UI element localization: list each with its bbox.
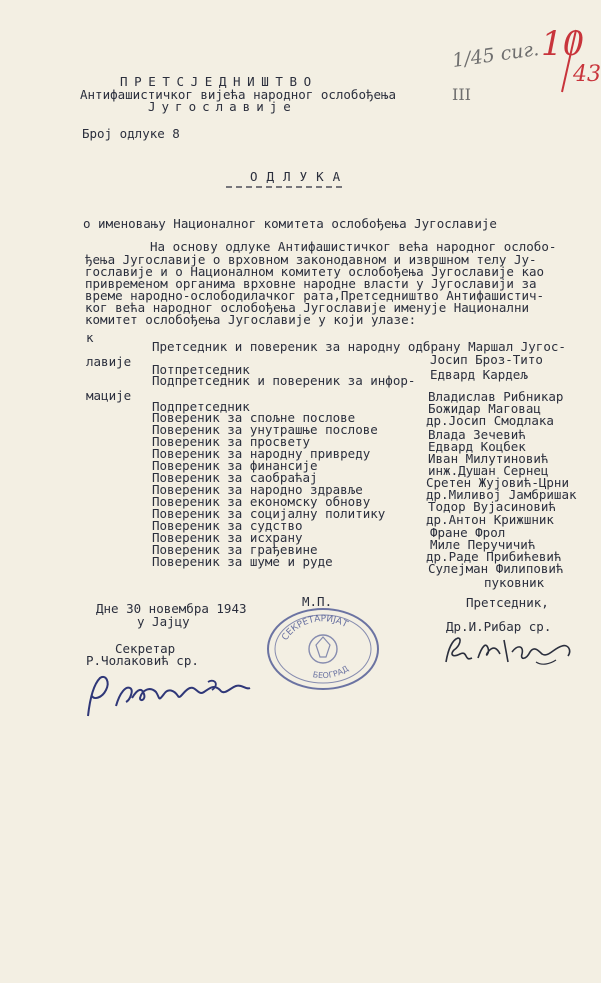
archive-number-bottom: 43 (573, 62, 601, 87)
body-line: ђења Југославије о врховном законодавном и извршном телу Ју- (85, 252, 537, 267)
member-role: Повереник за грађевине (152, 542, 318, 557)
body-line: гославије и о Националном комитету ослобођења Југославије као (85, 264, 545, 279)
member-role: Повереник за народно здравље (152, 482, 363, 497)
footer-place: у Јајцу (137, 614, 190, 629)
member-name: др.Јосип Смодлака (426, 413, 554, 428)
body-line: ког већа народног ослобођења Југославије именује Национални (85, 300, 530, 315)
member-name: др.Миливој Јамбришак (426, 487, 577, 502)
member-name: Иван Милутиновић (428, 451, 549, 466)
header-line3: Југославије (148, 99, 297, 114)
member-name: Влада Зечевић (428, 427, 526, 442)
member-role: Повереник за унутрашње послове (152, 422, 378, 437)
president-name: Јосип Броз-Тито (430, 352, 543, 367)
member-role: Повереник за народну привреду (152, 446, 371, 461)
margin-mark: к (86, 330, 94, 345)
member-name: Сретен Жујовић-Црни (426, 475, 569, 490)
president-signature-name: Др.И.Рибар ср. (446, 619, 552, 634)
archive-note: 1/45 сиг. (450, 38, 541, 72)
member-rank: пуковник (484, 575, 545, 590)
president-title: Претседник, (466, 595, 549, 610)
member-name: Фране Фрол (430, 525, 506, 540)
vp-name: Едвард Кардељ (430, 367, 528, 382)
vp2-name: Владислав Рибникар (428, 389, 564, 404)
archive-number-top: 10 (541, 24, 585, 64)
title-underline (226, 184, 346, 190)
member-name: Тодор Вујасиновић (428, 499, 556, 514)
member-role: Повереник за судство (152, 518, 303, 533)
member-role: Повереник за спољне послове (152, 410, 356, 425)
official-seal (264, 605, 382, 691)
header-line2: Антифашистичког вијећа народног ослобођења (80, 87, 397, 102)
member-name: инж.Душан Сернец (428, 463, 549, 478)
member-role: Повереник за просвету (152, 434, 311, 449)
header-line1: ПРЕТСЈЕДНИШТВО (120, 74, 318, 89)
stamp-mp: М.П. (302, 594, 333, 609)
decision-number: Број одлуке 8 (82, 126, 180, 141)
body-line: комитет ослобођења Југославије у који улазе: (85, 312, 417, 327)
page-title: ОДЛУКА (250, 169, 350, 184)
decision-subject: о именовању Националног комитета ослобођења Југославије (83, 216, 497, 231)
seal-top-text: СЕКРЕТАРИЈАТ (280, 614, 350, 643)
president-role-cont: лавије (86, 354, 132, 369)
member-role: Повереник за социјалну политику (152, 506, 386, 521)
member-role: Подпретседник (152, 399, 250, 414)
member-role: Повереник за саобраћај (152, 470, 318, 485)
roman-numeral-note: III (452, 85, 471, 104)
member-role: Повереник за финансије (152, 458, 318, 473)
footer-date: Дне 30 новембра 1943 (96, 601, 247, 616)
member-role: Повереник за шуме и руде (152, 554, 333, 569)
secretary-name: Р.Чолаковић ср. (86, 653, 199, 668)
member-role: Повереник за економску обнову (152, 494, 371, 509)
body-line: привременом органима врховне народне власти у Југославији за (85, 276, 537, 291)
member-name: др.Раде Прибићевић (426, 549, 562, 564)
secretary-signature (80, 668, 255, 724)
body-line: На основу одлуке Антифашистичког већа народног ослобо- (150, 239, 557, 254)
svg-text:СЕКРЕТАРИЈАТ (280, 614, 349, 643)
president-role: Претседник и повереник за народну одбрану Маршал Југос- (152, 339, 566, 354)
secretary-title: Секретар (115, 641, 176, 656)
member-name: Божидар Маговац (428, 401, 541, 416)
body-line: време народно-ослободилачког рата,Претседништво Антифашистич- (85, 288, 545, 303)
seal-bottom-text: БЕОГРАД (312, 664, 351, 681)
vp2-role: Подпретседник и повереник за инфор- (152, 373, 416, 388)
vp-role: Потпретседник (152, 362, 250, 377)
member-name: Едвард Коцбек (428, 439, 526, 454)
member-name: др.Антон Крижшник (426, 512, 554, 527)
member-name: Сулејман Филиповић (428, 561, 564, 576)
member-role: Повереник за исхрану (152, 530, 303, 545)
president-signature (438, 632, 578, 672)
member-name: Миле Перучичић (430, 537, 536, 552)
vp2-role-cont: мације (86, 388, 132, 403)
svg-text:БЕОГРАД (312, 664, 350, 680)
